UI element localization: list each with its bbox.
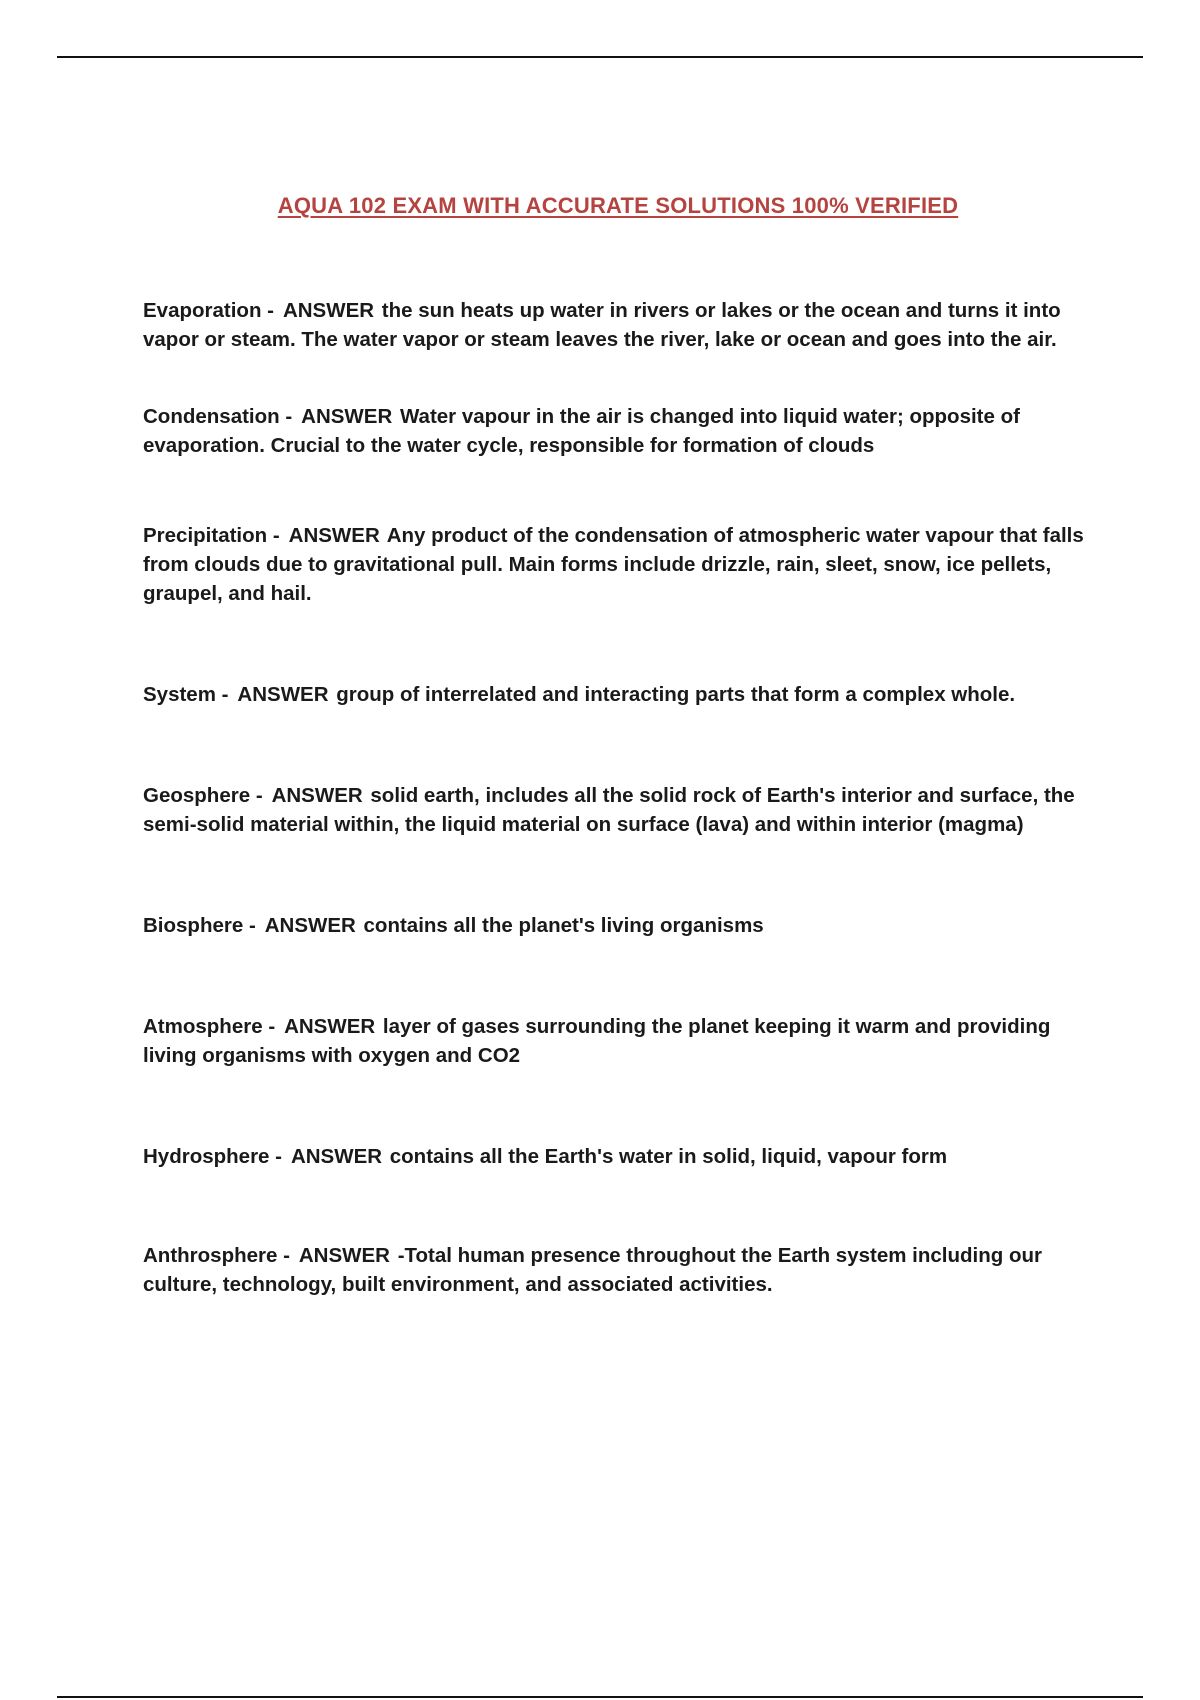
qa-entry-condensation — [143, 402, 1093, 460]
answer-label: ANSWER — [284, 1015, 376, 1038]
term: Atmosphere — [143, 1015, 263, 1038]
bottom-rule — [57, 1696, 1143, 1698]
qa-entry-precipitation — [143, 521, 1093, 608]
definition: contains all the Earth's water in solid, liquid, vapour form — [389, 1145, 948, 1168]
separator: - — [285, 405, 293, 428]
definition: the sun heats up water in rivers or lakes or the ocean and turns it into vapor or steam. The water vapor or steam leaves the river, lake or ocean and goes into the air. — [143, 299, 1061, 351]
definition: Any product of the condensation of atmospheric water vapour that falls from clouds due to gravitational pull. Main forms include drizzle, rain, sleet, snow, ice pellets, graupel, and hail. — [143, 524, 1084, 605]
qa-entry-system — [143, 680, 1093, 709]
term: Precipitation — [143, 524, 268, 547]
term: Biosphere — [143, 914, 244, 937]
answer-label: ANSWER — [271, 784, 363, 807]
definition: Water vapour in the air is changed into liquid water; opposite of evaporation. Crucial to the water cycle, responsible for formation of clouds — [143, 405, 1020, 457]
term: Evaporation — [143, 299, 262, 322]
separator: - — [275, 1145, 282, 1168]
term: Geosphere — [143, 784, 251, 807]
separator: - — [283, 1244, 290, 1267]
separator: - — [248, 914, 256, 937]
qa-entry-atmosphere — [143, 1012, 1093, 1070]
answer-label: ANSWER — [301, 405, 393, 428]
answer-label: ANSWER — [282, 299, 375, 322]
answer-label: ANSWER — [237, 683, 329, 706]
qa-entry-anthrosphere — [143, 1241, 1093, 1299]
definition: solid earth, includes all the solid rock of Earth's interior and surface, the semi-solid material within, the liquid material on surface (lava) and within interior (magma) — [143, 784, 1075, 836]
definition: contains all the planet's living organisms — [363, 914, 764, 937]
separator: - — [267, 299, 274, 322]
qa-entry-evaporation — [143, 296, 1093, 354]
qa-entry-geosphere — [143, 781, 1093, 839]
answer-label: ANSWER — [288, 524, 380, 547]
separator: - — [255, 784, 263, 807]
definition: group of interrelated and interacting parts that form a complex whole. — [336, 683, 1016, 706]
qa-entry-hydrosphere — [143, 1142, 1093, 1171]
term: Hydrosphere — [143, 1145, 270, 1168]
separator: - — [221, 683, 229, 706]
document-title: AQUA 102 EXAM WITH ACCURATE SOLUTIONS 100% VERIFIED — [277, 193, 959, 218]
qa-list — [143, 296, 1093, 1299]
top-rule — [57, 56, 1143, 58]
answer-label: ANSWER — [298, 1244, 390, 1267]
term: System — [143, 683, 216, 706]
definition: -Total human presence throughout the Earth system including our culture, technology, built environment, and associated activities. — [143, 1244, 1042, 1296]
term: Anthrosphere — [143, 1244, 278, 1267]
separator: - — [272, 524, 280, 547]
separator: - — [268, 1015, 276, 1038]
answer-label: ANSWER — [290, 1145, 383, 1168]
qa-entry-biosphere — [143, 911, 1093, 940]
definition: layer of gases surrounding the planet keeping it warm and providing living organisms with oxygen and CO2 — [143, 1015, 1051, 1067]
term: Condensation — [143, 405, 280, 428]
answer-label: ANSWER — [264, 914, 356, 937]
